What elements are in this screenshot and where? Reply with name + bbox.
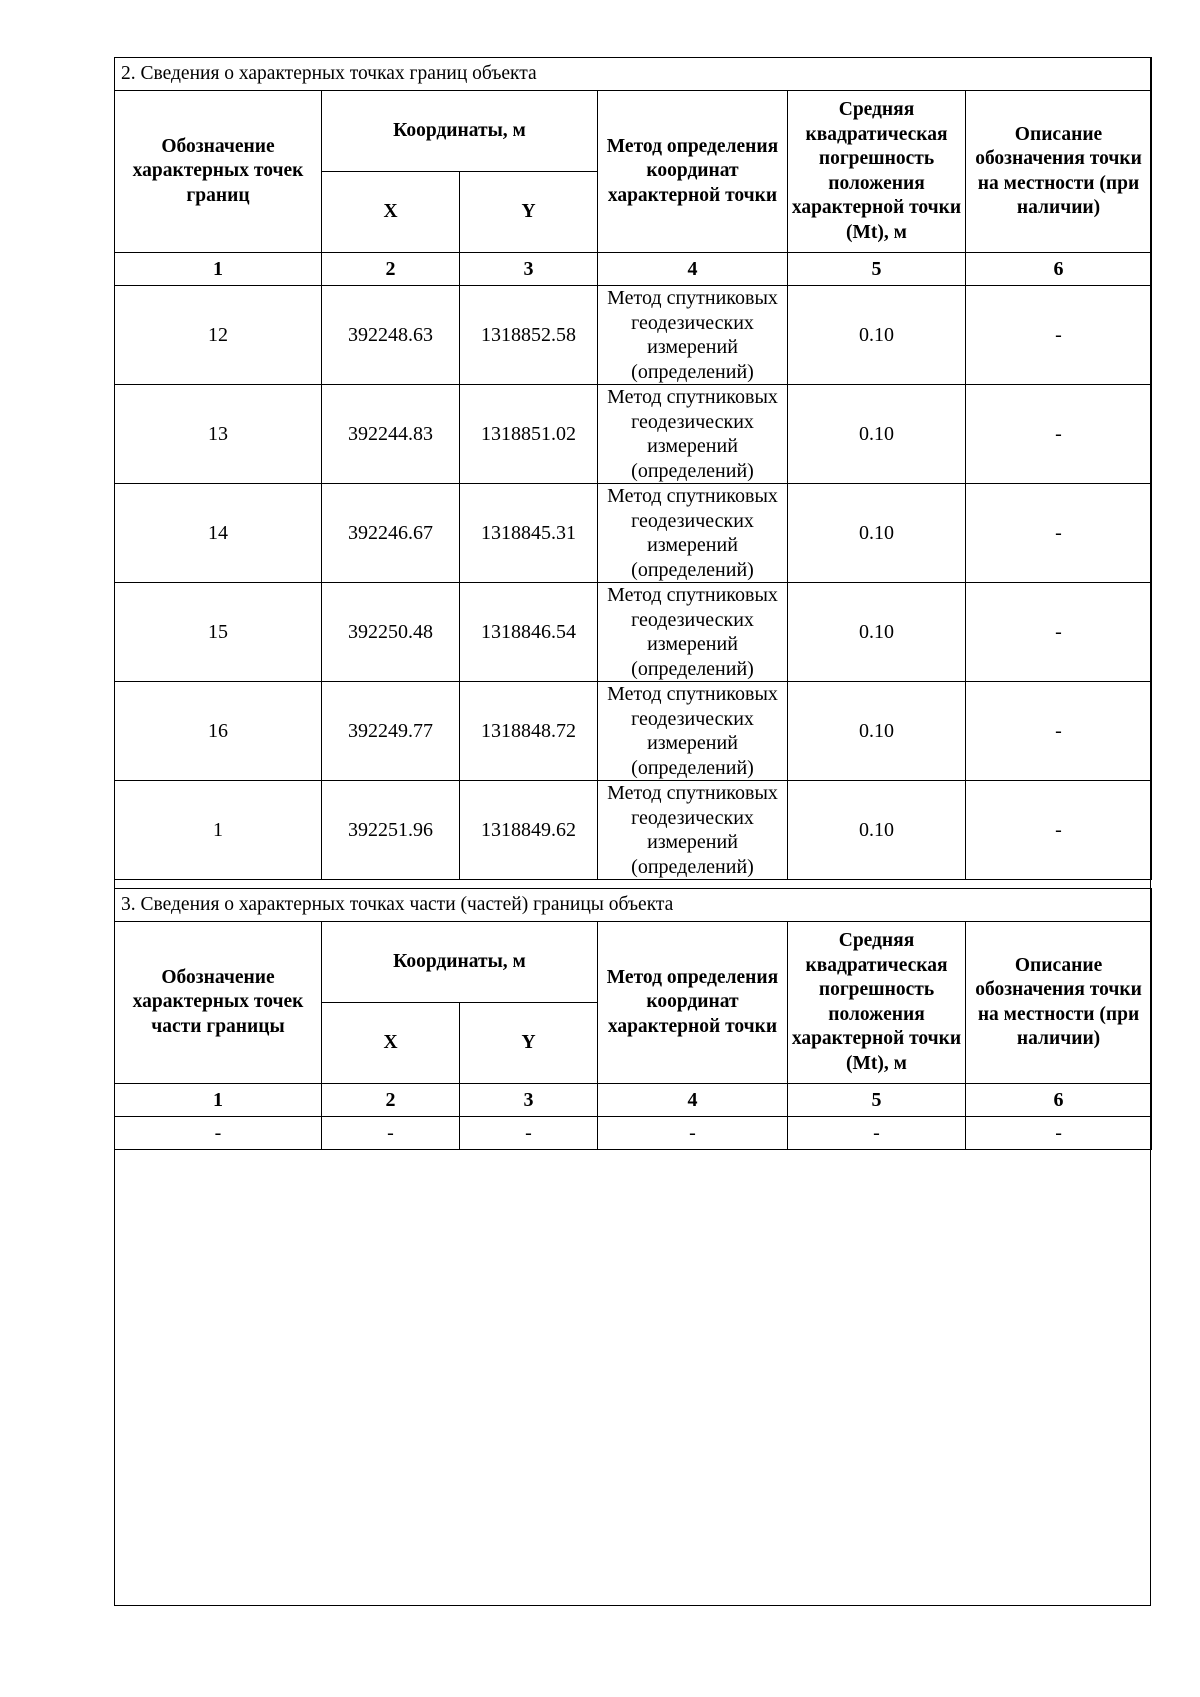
method-cell: Метод спутниковых геодезических измерений (определений) — [598, 682, 788, 781]
point-cell: 15 — [115, 583, 322, 682]
column-number: 5 — [788, 253, 966, 286]
method-cell: Метод спутниковых геодезических измерений (определений) — [598, 484, 788, 583]
col-accuracy-header: Средняя квадратическая погрешность положения характерной точки (Mt), м — [788, 922, 966, 1084]
x-cell: 392248.63 — [322, 286, 460, 385]
x-cell: 392250.48 — [322, 583, 460, 682]
col-x-header: X — [322, 1003, 460, 1084]
col-coords-header: Координаты, м — [322, 91, 598, 172]
accuracy-cell: 0.10 — [788, 385, 966, 484]
accuracy-cell: 0.10 — [788, 286, 966, 385]
column-number: 4 — [598, 253, 788, 286]
accuracy-cell: 0.10 — [788, 781, 966, 880]
point-cell: 16 — [115, 682, 322, 781]
part-boundary-points-table — [114, 888, 1152, 1150]
section-3-title: 3. Сведения о характерных точках части (частей) границы объекта — [115, 889, 1152, 922]
column-number: 2 — [322, 1084, 460, 1117]
table-row — [115, 385, 1152, 484]
accuracy-cell: - — [788, 1117, 966, 1150]
column-number: 2 — [322, 253, 460, 286]
col-method-header: Метод определения координат характерной точки — [598, 91, 788, 253]
column-number: 3 — [460, 253, 598, 286]
table-row — [115, 781, 1152, 880]
point-cell: - — [115, 1117, 322, 1150]
description-cell: - — [966, 583, 1152, 682]
method-cell: Метод спутниковых геодезических измерений (определений) — [598, 286, 788, 385]
point-cell: 14 — [115, 484, 322, 583]
description-cell: - — [966, 781, 1152, 880]
column-number: 3 — [460, 1084, 598, 1117]
col-method-header: Метод определения координат характерной точки — [598, 922, 788, 1084]
y-cell: - — [460, 1117, 598, 1150]
method-cell: - — [598, 1117, 788, 1150]
column-numbers-row — [115, 253, 1152, 286]
description-cell: - — [966, 682, 1152, 781]
y-cell: 1318845.31 — [460, 484, 598, 583]
description-cell: - — [966, 286, 1152, 385]
table-row — [115, 1117, 1152, 1150]
point-cell: 12 — [115, 286, 322, 385]
x-cell: 392251.96 — [322, 781, 460, 880]
column-number: 6 — [966, 253, 1152, 286]
col-description-header: Описание обозначения точки на местности (при наличии) — [966, 922, 1152, 1084]
description-cell: - — [966, 1117, 1152, 1150]
method-cell: Метод спутниковых геодезических измерений (определений) — [598, 781, 788, 880]
accuracy-cell: 0.10 — [788, 583, 966, 682]
method-cell: Метод спутниковых геодезических измерений (определений) — [598, 583, 788, 682]
col-y-header: Y — [460, 172, 598, 253]
x-cell: 392249.77 — [322, 682, 460, 781]
description-cell: - — [966, 385, 1152, 484]
column-number: 1 — [115, 253, 322, 286]
column-number: 5 — [788, 1084, 966, 1117]
description-cell: - — [966, 484, 1152, 583]
column-number: 1 — [115, 1084, 322, 1117]
x-cell: 392246.67 — [322, 484, 460, 583]
y-cell: 1318848.72 — [460, 682, 598, 781]
column-numbers-row — [115, 1084, 1152, 1117]
y-cell: 1318851.02 — [460, 385, 598, 484]
accuracy-cell: 0.10 — [788, 484, 966, 583]
col-coords-header: Координаты, м — [322, 922, 598, 1003]
column-number: 4 — [598, 1084, 788, 1117]
boundary-points-table — [114, 57, 1152, 880]
point-cell: 1 — [115, 781, 322, 880]
table-row — [115, 682, 1152, 781]
column-number: 6 — [966, 1084, 1152, 1117]
col-accuracy-header: Средняя квадратическая погрешность положения характерной точки (Mt), м — [788, 91, 966, 253]
col-y-header: Y — [460, 1003, 598, 1084]
table-row — [115, 286, 1152, 385]
col-point-header: Обозначение характерных точек части границы — [115, 922, 322, 1084]
col-description-header: Описание обозначения точки на местности (при наличии) — [966, 91, 1152, 253]
accuracy-cell: 0.10 — [788, 682, 966, 781]
col-point-header: Обозначение характерных точек границ — [115, 91, 322, 253]
table-row — [115, 484, 1152, 583]
method-cell: Метод спутниковых геодезических измерений (определений) — [598, 385, 788, 484]
x-cell: - — [322, 1117, 460, 1150]
y-cell: 1318852.58 — [460, 286, 598, 385]
table-row — [115, 583, 1152, 682]
section-2-title: 2. Сведения о характерных точках границ объекта — [115, 58, 1152, 91]
y-cell: 1318849.62 — [460, 781, 598, 880]
x-cell: 392244.83 — [322, 385, 460, 484]
point-cell: 13 — [115, 385, 322, 484]
col-x-header: X — [322, 172, 460, 253]
y-cell: 1318846.54 — [460, 583, 598, 682]
